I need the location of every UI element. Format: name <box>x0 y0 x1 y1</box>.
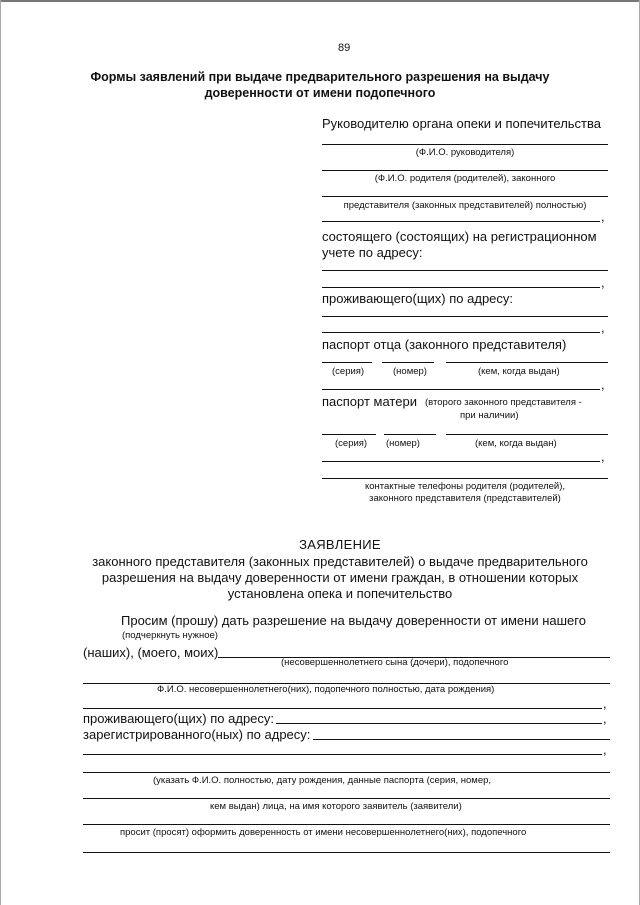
minor-hint: (несовершеннолетнего сына (дочери), подопечного <box>281 657 509 668</box>
asks-hint: просит (просят) оформить доверенность от имени несовершеннолетнего(них), подопечного <box>120 827 527 838</box>
passport-mother-note-1: (второго законного представителя - <box>425 397 582 408</box>
mother-series-line <box>322 434 376 435</box>
comma-4: , <box>601 377 605 392</box>
residing-label: проживающего(щих) по адресу: <box>322 291 514 306</box>
residing-address-line-1 <box>322 316 608 317</box>
person-line-1 <box>83 772 610 773</box>
father-number-line <box>382 362 434 363</box>
page-number: 89 <box>338 42 351 54</box>
registered-address-line-2 <box>322 287 600 288</box>
passport-father-label: паспорт отца (законного представителя) <box>322 337 567 352</box>
statement-sub-1: законного представителя (законных представителей) о выдаче предварительного <box>92 554 588 569</box>
specify-hint: (указать Ф.И.О. полностью, дату рождения, данные паспорта (серия, номер, <box>153 775 492 786</box>
passport-mother-label: паспорт матери <box>322 394 417 409</box>
phones-line <box>322 478 608 479</box>
head-name-line <box>322 144 608 145</box>
head-name-hint: (Ф.И.О. руководителя) <box>415 147 515 158</box>
registered-label-2: учете по адресу: <box>322 245 423 260</box>
registered-address-line-1 <box>322 270 608 271</box>
statement-registered-line-2 <box>83 754 602 755</box>
parent-name-hint-1: (Ф.И.О. родителя (родителей), законного <box>374 173 556 184</box>
parent-name-hint-2: представителя (законных представителей) полностью) <box>343 200 587 211</box>
mother-passport-line <box>322 461 600 462</box>
underline-hint: (подчеркнуть нужное) <box>122 630 218 641</box>
parent-name-line-3 <box>322 221 600 222</box>
residing-address-line-2 <box>322 332 600 333</box>
addressee-text: Руководителю органа опеки и попечительства <box>322 116 601 131</box>
statement-registered-line <box>313 739 610 740</box>
phones-hint-2: законного представителя (представителей) <box>369 493 561 504</box>
comma-1: , <box>601 209 605 224</box>
father-issued-hint: (кем, когда выдан) <box>478 366 560 377</box>
father-series-hint: (серия) <box>332 366 365 377</box>
power-of-attorney-line <box>83 852 610 853</box>
statement-residing-line <box>276 723 602 724</box>
father-passport-line <box>322 389 600 390</box>
form-title-line-1: Формы заявлений при выдаче предварительного разрешения на выдачу <box>90 70 550 84</box>
mother-issued-line <box>446 434 608 435</box>
request-text: Просим (прошу) дать разрешение на выдачу доверенности от имени нашего <box>121 613 586 628</box>
mother-issued-hint: (кем, когда выдан) <box>475 438 557 449</box>
comma-5: , <box>601 449 605 464</box>
mother-number-hint: (номер) <box>386 438 420 449</box>
statement-sub-2: разрешения на выдачу доверенности от имени граждан, в отношении которых <box>101 570 579 585</box>
minor-fio-line-2 <box>83 708 602 709</box>
issued-hint: кем выдан) лица, на имя которого заявитель (заявители) <box>210 801 462 812</box>
page-top-border <box>0 0 640 2</box>
comma-7: , <box>603 711 607 726</box>
comma-3: , <box>601 320 605 335</box>
page-left-border <box>0 0 1 905</box>
person-line-3 <box>83 824 610 825</box>
mother-series-hint: (серия) <box>335 438 368 449</box>
comma-6: , <box>603 696 607 711</box>
minor-fio-hint: Ф.И.О. несовершеннолетнего(них), подопечного полностью, дата рождения) <box>157 684 495 695</box>
registered-label-1: состоящего (состоящих) на регистрационном <box>322 229 597 244</box>
person-line-2 <box>83 798 610 799</box>
parent-name-line-1 <box>322 170 608 171</box>
statement-heading: ЗАЯВЛЕНИЕ <box>299 537 381 552</box>
passport-mother-note-2: при наличии) <box>460 410 519 421</box>
father-issued-line <box>446 362 608 363</box>
comma-8: , <box>603 742 607 757</box>
form-title-line-2: доверенности от имени подопечного <box>204 86 436 100</box>
ours-text: (наших), (моего, моих) <box>83 645 219 660</box>
mother-number-line <box>384 434 436 435</box>
statement-sub-3: установлена опека и попечительство <box>227 586 453 601</box>
statement-residing-label: проживающего(щих) по адресу: <box>83 711 275 726</box>
statement-registered-label: зарегистрированного(ных) по адресу: <box>83 727 311 742</box>
father-number-hint: (номер) <box>393 366 427 377</box>
parent-name-line-2 <box>322 196 608 197</box>
father-series-line <box>322 362 372 363</box>
phones-hint-1: контактные телефоны родителя (родителей), <box>364 481 566 492</box>
comma-2: , <box>601 275 605 290</box>
